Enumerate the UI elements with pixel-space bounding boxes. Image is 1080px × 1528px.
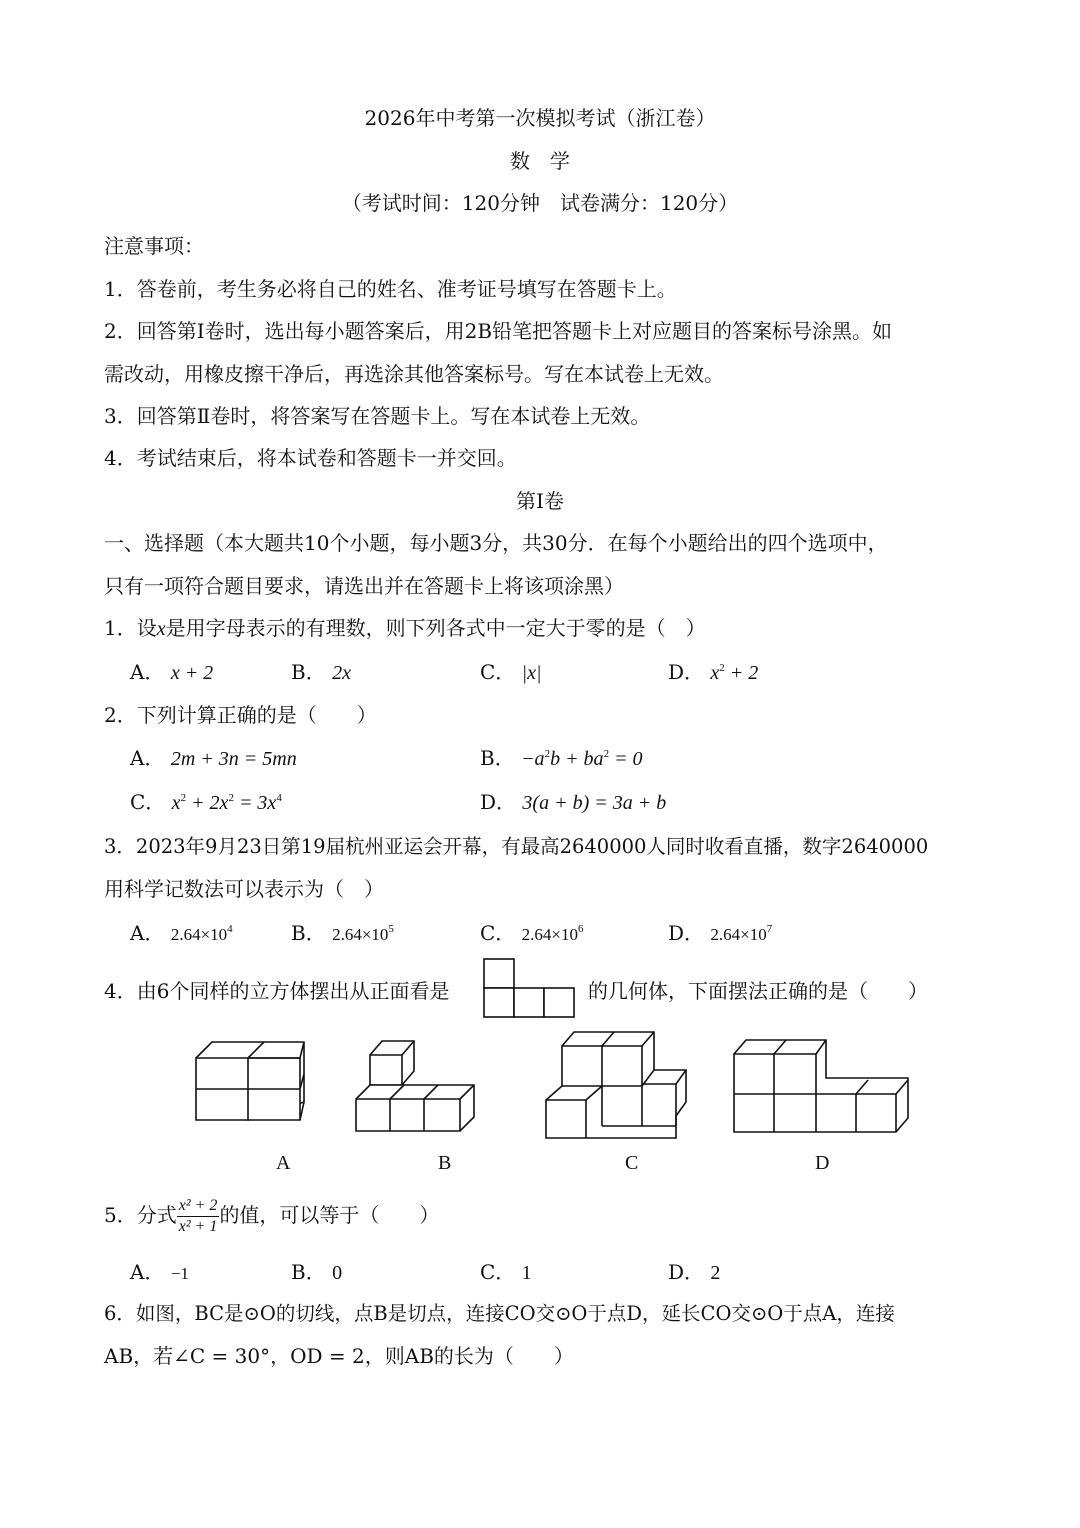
q3-option-c: C． $2.64\times 10^6$ xyxy=(480,921,584,945)
question-1-stem: 1．设x是用字母表示的有理数，则下列各式中一定大于零的是（ ） xyxy=(104,616,706,640)
section-instructions: 只有一项符合题目要求，请选出并在答题卡上将该项涂黑） xyxy=(104,574,624,598)
q4-figure-label-a: A xyxy=(276,1152,291,1174)
q4-figure-a xyxy=(190,1036,310,1132)
q5-option-d: D． 2 xyxy=(668,1260,721,1284)
notice-item: 需改动，用橡皮擦干净后，再选涂其他答案标号。写在本试卷上无效。 xyxy=(104,362,724,386)
q3-option-b: B． $2.64\times 10^5$ xyxy=(291,921,394,945)
notice-item: 4．考试结束后，将本试卷和答题卡一并交回。 xyxy=(104,446,517,470)
q4-figure-b xyxy=(354,1037,484,1133)
notice-item: 2．回答第Ⅰ卷时，选出每小题答案后，用2B铅笔把答题卡上对应题目的答案标号涂黑。如 xyxy=(104,319,893,343)
section-instructions: 一、选择题（本大题共10个小题，每小题3分，共30分．在每个小题给出的四个选项中， xyxy=(104,531,888,555)
q1-option-b: B． 2x xyxy=(291,660,351,684)
q1-option-d: D． $x^2 + 2$ xyxy=(668,660,759,684)
question-4-stem: 的几何体，下面摆法正确的是（ ） xyxy=(588,979,928,1003)
notice-item: 1．答卷前，考生务必将自己的姓名、准考证号填写在答题卡上。 xyxy=(104,277,677,301)
q2-option-c: C． $x^2 + 2x^2 = 3x^4$ xyxy=(130,790,282,814)
exam-meta: （考试时间：120分钟 试卷满分：120分） xyxy=(341,191,739,215)
q3-option-d: D． $2.64\times 10^7$ xyxy=(668,921,773,945)
q4-figure-label-b: B xyxy=(438,1152,452,1174)
subject-title: 数 学 xyxy=(510,149,570,173)
exam-title: 2026年中考第一次模拟考试（浙江卷） xyxy=(364,106,716,130)
q5-option-b: B． 0 xyxy=(291,1260,343,1284)
q4-figure-label-c: C xyxy=(625,1152,639,1174)
question-2-stem: 2．下列计算正确的是（ ） xyxy=(104,703,377,727)
q2-option-b: B． $-a^2b + ba^2 = 0$ xyxy=(480,746,643,770)
q4-figure-c xyxy=(544,1030,694,1142)
q5-fraction: $\frac{\text{x² + 2}}{\text{x² + 1}}$ xyxy=(178,1197,218,1235)
q4-front-view-figure xyxy=(482,958,578,1020)
question-3-stem: 用科学记数法可以表示为（ ） xyxy=(104,877,384,901)
question-5-stem: 5．分式 $\frac{\text{x² + 2}}{\text{x² + 1}}$ 的值，可以等于（ ） xyxy=(104,1197,440,1235)
question-3-stem: 3．2023年9月23日第19届杭州亚运会开幕，有最高2640000人同时收看直播，数字2640000 xyxy=(104,835,929,858)
q2-option-a: A． 2m + 3n = 5mn xyxy=(130,746,297,770)
q4-figure-d xyxy=(732,1038,914,1136)
volume-heading: 第Ⅰ卷 xyxy=(516,489,564,513)
question-4-stem: 4．由6个同样的立方体摆出从正面看是 xyxy=(104,979,450,1003)
q4-figure-label-d: D xyxy=(815,1152,830,1174)
q2-option-d: D． 3(a + b) = 3a + b xyxy=(480,790,667,814)
q5-option-a: A． −1 xyxy=(130,1260,189,1284)
q5-option-c: C． 1 xyxy=(480,1260,532,1284)
q1-option-a: A． x + 2 xyxy=(130,660,214,684)
notice-heading: 注意事项： xyxy=(104,234,204,258)
q3-option-a: A． $2.64\times 10^4$ xyxy=(130,921,233,945)
question-6-stem: 6．如图，BC是⊙O的切线，点B是切点，连接CO交⊙O于点D，延长CO交⊙O于点A，连接 xyxy=(104,1302,895,1325)
notice-item: 3．回答第Ⅱ卷时，将答案写在答题卡上。写在本试卷上无效。 xyxy=(104,404,651,428)
question-6-stem: AB，若∠C = 30°，OD = 2，则AB的长为（ ） xyxy=(104,1344,574,1368)
q1-option-c: C． |x| xyxy=(480,660,542,684)
